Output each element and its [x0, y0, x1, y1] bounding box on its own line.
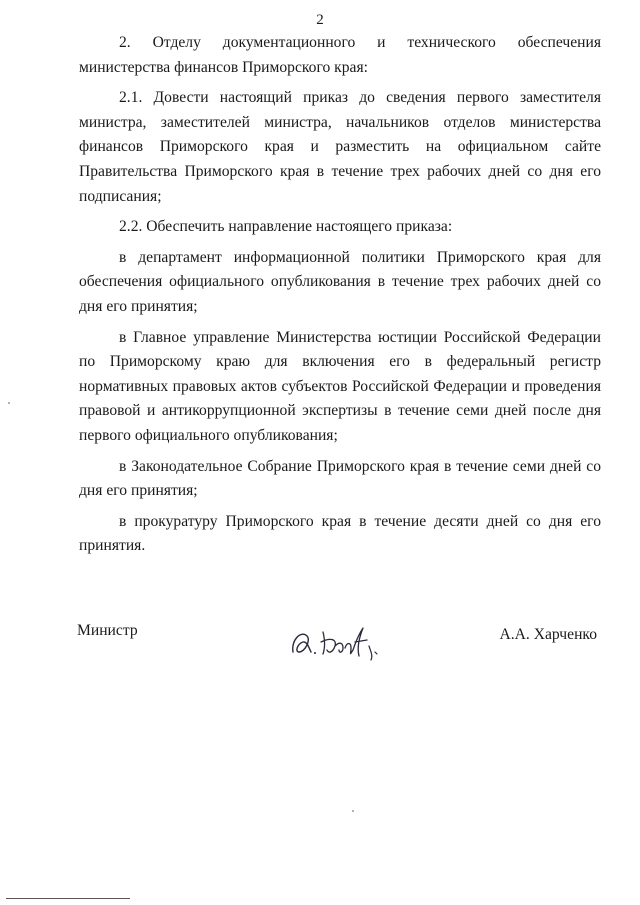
signatory-name: А.А. Харченко: [499, 626, 597, 643]
recipient-prosecutor-office: в прокуратуру Приморского края в течение десяти дней со дня его принятия.: [79, 512, 601, 555]
scan-speck: [352, 810, 354, 812]
document-body: [79, 31, 601, 565]
signatory-title: Министр: [77, 622, 138, 639]
recipient-info-policy-department: в департамент информационной политики Приморского края для обеспечения официального опубликования в течение трех рабочих дней со дня его принятия;: [79, 248, 601, 315]
paragraph-2-2: 2.2. Обеспечить направление настоящего приказа:: [119, 218, 453, 236]
scan-speck: [8, 402, 10, 404]
paragraph-2: 2. Отделу документационного и технического обеспечения министерства финансов Приморского края:: [79, 34, 601, 76]
recipient-ministry-of-justice: в Главное управление Министерства юстиции Российской Федерации по Приморскому краю для включения его в федеральный регистр нормативных правовых актов субъектов Российской Федерации и проведения правовой и антикоррупционной экспертизы в течение семи дней после дня первого официального опубликования;: [79, 328, 601, 444]
recipient-legislative-assembly: в Законодательное Собрание Приморского края в течение семи дней со дня его принятия;: [79, 457, 601, 500]
footnote-rule: [6, 898, 130, 899]
signature-block: [77, 612, 597, 672]
handwritten-signature: [285, 612, 395, 664]
page-number: 2: [316, 12, 324, 28]
paragraph-2-1: 2.1. Довести настоящий приказ до сведения первого заместителя министра, заместителей министра, начальников отделов министерства финансов Приморского края и разместить на официальном сайте Правительства Приморского края в течение трех рабочих дней со дня его подписания;: [79, 89, 601, 205]
